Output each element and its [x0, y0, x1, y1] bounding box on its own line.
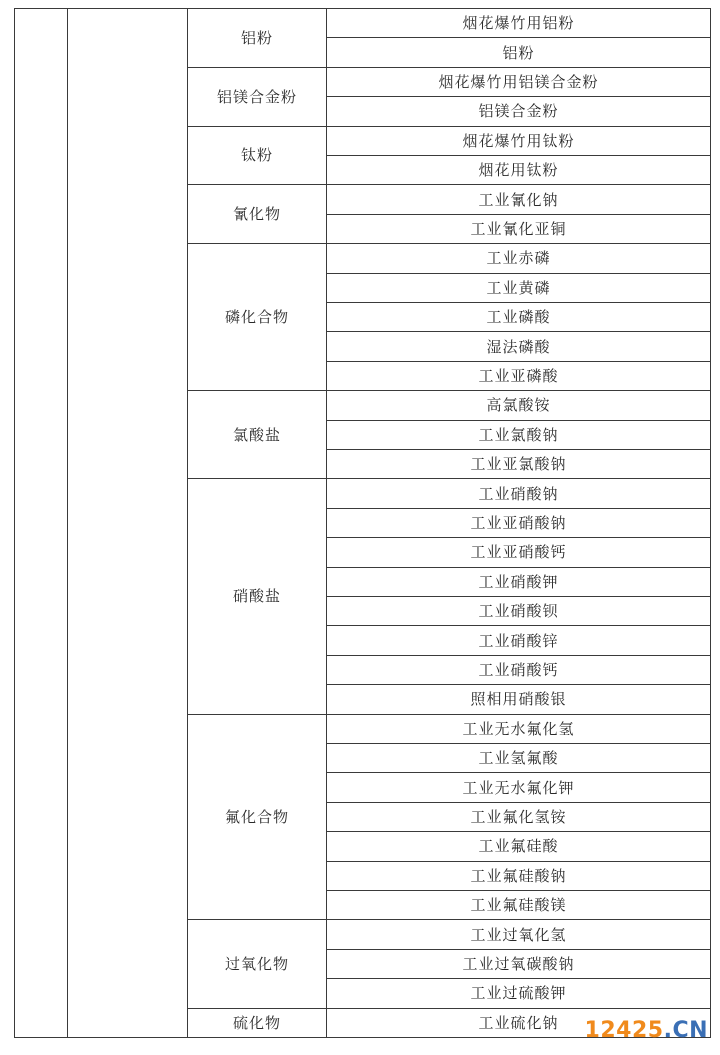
row-divider — [326, 831, 711, 832]
product-name: 工业亚磷酸 — [478, 366, 559, 385]
row-divider — [326, 449, 711, 450]
row-divider — [326, 37, 711, 38]
row-divider — [326, 420, 711, 421]
row-divider — [326, 567, 711, 568]
col1-divider — [67, 8, 68, 1037]
row-divider — [326, 361, 711, 362]
group-name: 铝粉 — [240, 28, 273, 47]
product-name: 湿法磷酸 — [486, 337, 551, 356]
product-name: 工业无水氟化氢 — [462, 719, 575, 738]
watermark-suffix: CN — [672, 1018, 708, 1043]
product-name: 工业无水氟化钾 — [462, 778, 575, 797]
row-divider — [326, 596, 711, 597]
product-name: 工业氟硅酸 — [478, 837, 559, 856]
product-name: 烟花爆竹用钛粉 — [462, 131, 575, 150]
row-divider — [326, 155, 711, 156]
row-divider — [326, 96, 711, 97]
group-name: 过氧化物 — [224, 954, 289, 973]
group-name: 硫化物 — [232, 1013, 281, 1032]
row-divider — [326, 949, 711, 950]
right-border — [710, 8, 711, 1037]
row-divider — [326, 978, 711, 979]
row-divider — [326, 861, 711, 862]
product-name: 工业磷酸 — [486, 308, 551, 327]
product-name: 工业氯酸钠 — [478, 425, 559, 444]
product-name: 烟花爆竹用铝粉 — [462, 14, 575, 33]
row-divider — [326, 890, 711, 891]
row-divider — [326, 684, 711, 685]
group-name: 硝酸盐 — [232, 587, 281, 606]
group-name: 磷化合物 — [224, 308, 289, 327]
row-divider — [326, 537, 711, 538]
product-name: 工业亚硝酸钠 — [470, 513, 567, 532]
group-divider — [187, 919, 711, 920]
product-name: 工业硫化钠 — [478, 1013, 559, 1032]
product-name: 工业亚氯酸钠 — [470, 455, 567, 474]
product-name: 工业氰化钠 — [478, 190, 559, 209]
product-name: 工业硝酸锌 — [478, 631, 559, 650]
row-divider — [326, 802, 711, 803]
group-divider — [187, 67, 711, 68]
product-name: 工业硝酸钾 — [478, 572, 559, 591]
group-divider — [187, 714, 711, 715]
site-watermark — [585, 1018, 708, 1043]
row-divider — [326, 214, 711, 215]
product-name: 工业硝酸钠 — [478, 484, 559, 503]
product-name: 烟花用钛粉 — [478, 161, 559, 180]
group-divider — [187, 184, 711, 185]
row-divider — [326, 772, 711, 773]
row-divider — [326, 625, 711, 626]
product-name: 工业氟硅酸镁 — [470, 896, 567, 915]
product-name: 工业赤磷 — [486, 249, 551, 268]
group-divider — [187, 1008, 711, 1009]
group-divider — [187, 478, 711, 479]
group-divider — [187, 390, 711, 391]
group-name: 氟化合物 — [224, 807, 289, 826]
product-name: 工业氟硅酸钠 — [470, 866, 567, 885]
product-name: 工业过氧化氢 — [470, 925, 567, 944]
group-name: 铝镁合金粉 — [216, 87, 297, 106]
product-name: 烟花爆竹用铝镁合金粉 — [438, 72, 599, 91]
product-name: 工业黄磷 — [486, 278, 551, 297]
left-border — [14, 8, 15, 1037]
product-name: 工业硝酸钡 — [478, 602, 559, 621]
product-name: 工业硝酸钙 — [478, 660, 559, 679]
product-name: 高氯酸铵 — [486, 396, 551, 415]
product-name: 铝镁合金粉 — [478, 102, 559, 121]
watermark-number: 12425 — [584, 1018, 664, 1043]
row-divider — [326, 508, 711, 509]
row-divider — [326, 655, 711, 656]
product-name: 铝粉 — [502, 43, 535, 62]
product-name: 工业过氧碳酸钠 — [462, 954, 575, 973]
product-name: 工业亚硝酸钙 — [470, 543, 567, 562]
product-name: 工业氢氟酸 — [478, 749, 559, 768]
group-name: 氰化物 — [232, 205, 281, 224]
product-name: 工业氟化氢铵 — [470, 807, 567, 826]
group-name: 氯酸盐 — [232, 425, 281, 444]
row-divider — [326, 302, 711, 303]
row-divider — [326, 331, 711, 332]
group-name: 钛粉 — [240, 146, 273, 165]
product-name: 工业过硫酸钾 — [470, 984, 567, 1003]
product-name: 工业氰化亚铜 — [470, 219, 567, 238]
group-divider — [187, 126, 711, 127]
group-divider — [187, 243, 711, 244]
watermark-dot: . — [663, 1018, 673, 1043]
row-divider — [326, 273, 711, 274]
product-name: 照相用硝酸银 — [470, 690, 567, 709]
row-divider — [326, 743, 711, 744]
